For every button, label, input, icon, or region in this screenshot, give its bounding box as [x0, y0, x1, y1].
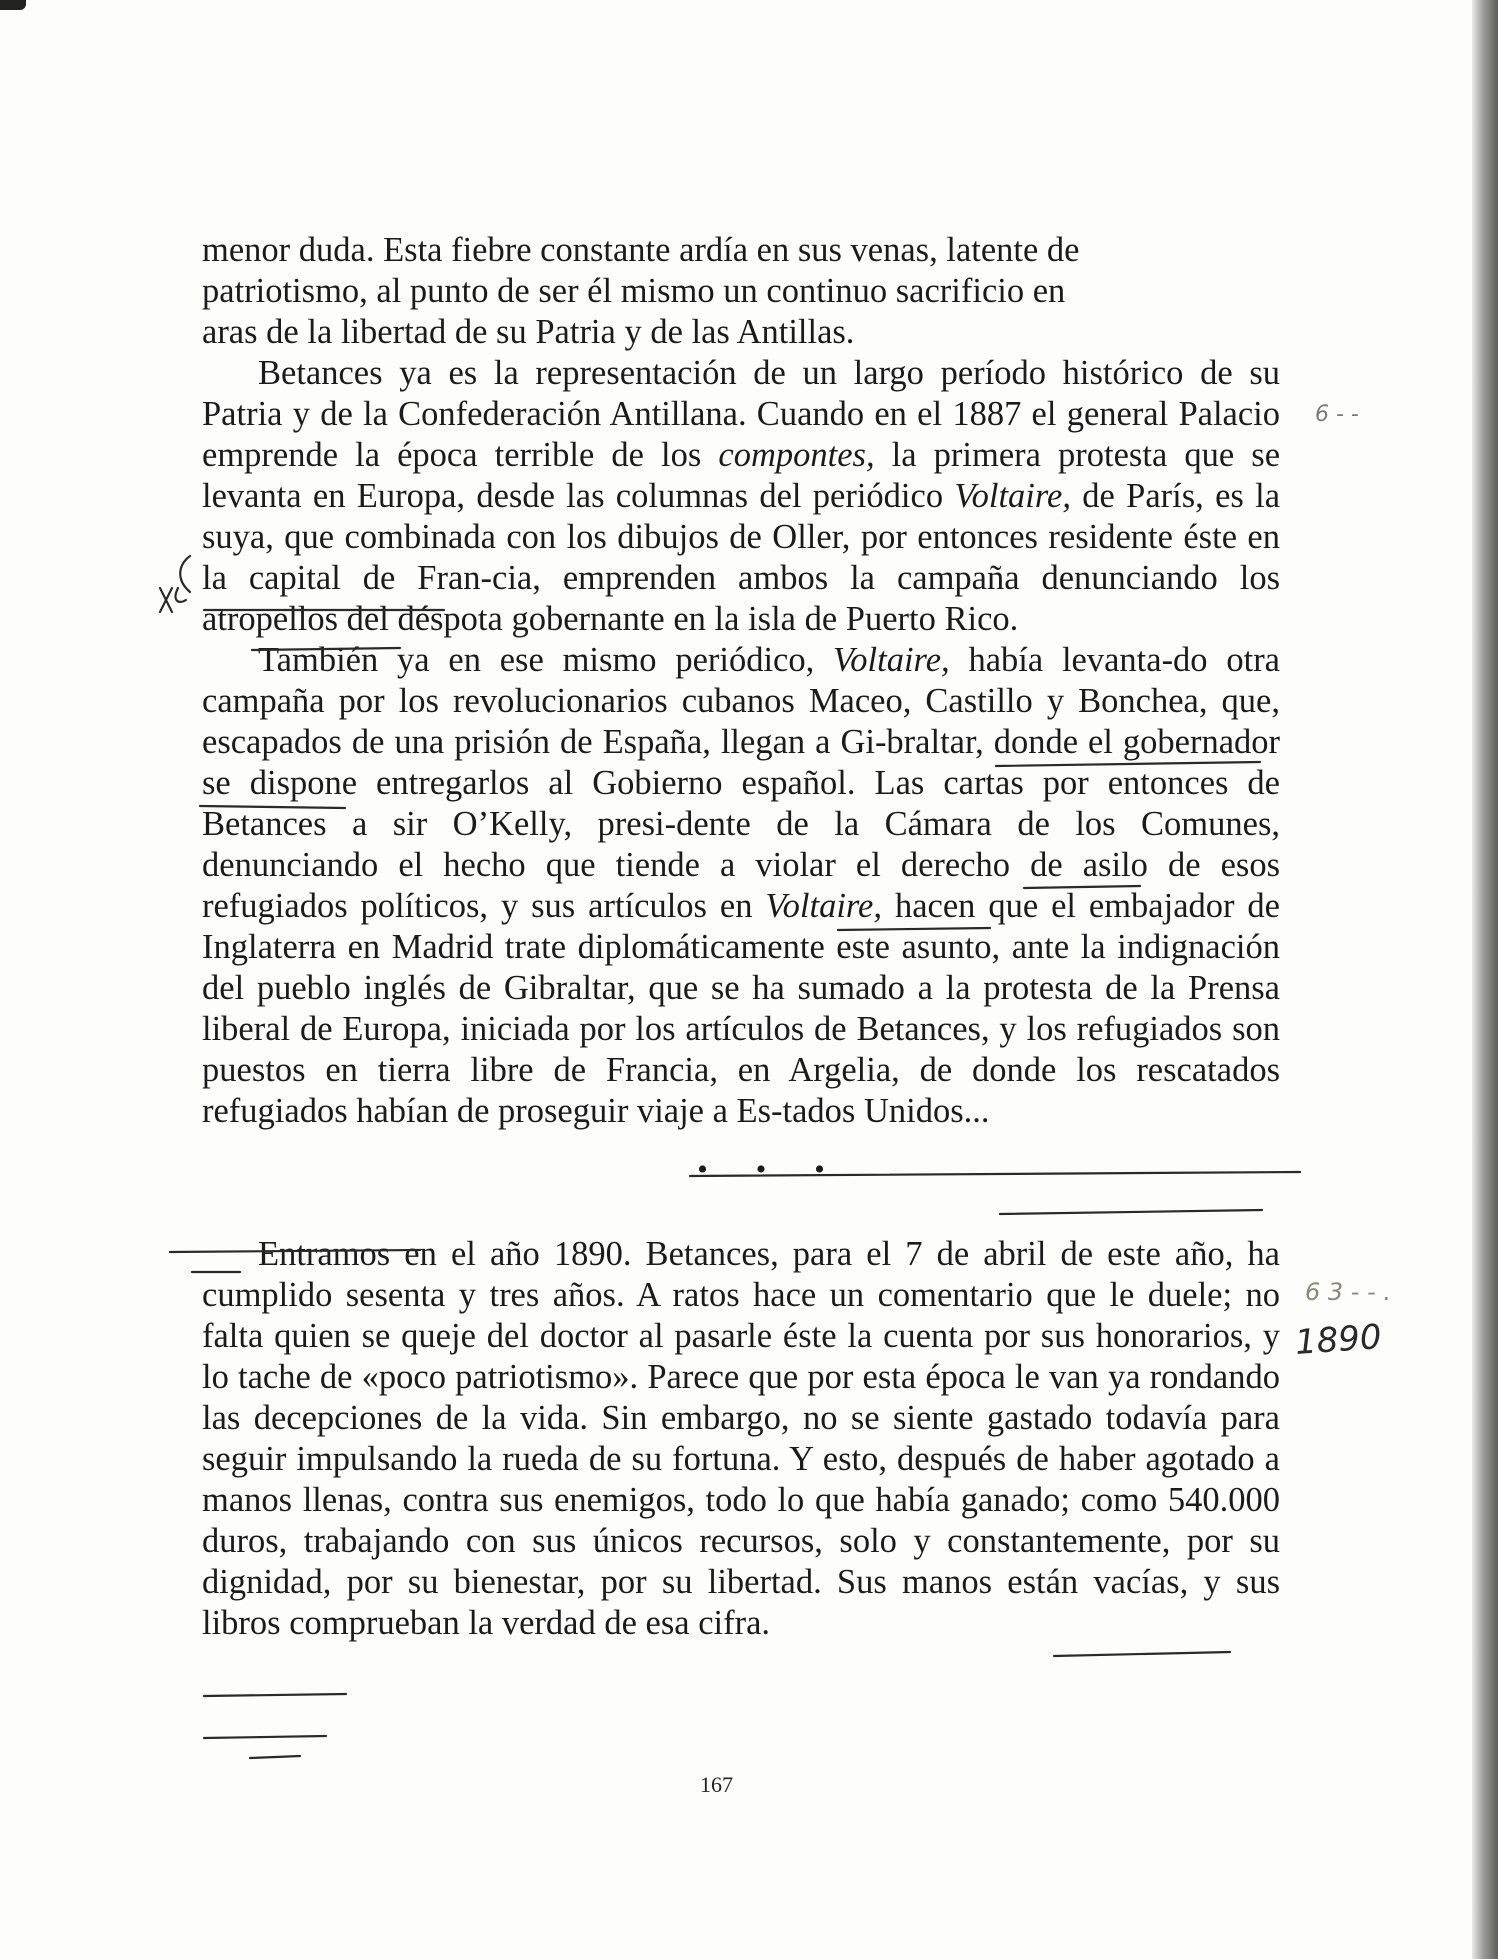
margin-note-year: 1890: [1293, 1317, 1383, 1363]
paragraph-2-text-b: la primera protesta que se levanta en Europa, desde las columnas del periódico: [202, 436, 1281, 515]
separator-dot-1: •: [697, 1152, 708, 1186]
paragraph-4-text: Entramos en el año 1890. Betances, para el 7 de abril de este año, ha cumplido sesenta y tres años. A ratos hace un comentario que le duele; no falta quien se queje del doctor al pasarle éste la cuenta por sus honorarios, y lo tache de «poco patriotismo». Parece que por esta época le van ya rondando las decepciones de la vida. Sin embargo, no se siente gastado todavía para seguir impulsando la rueda de su fortuna. Y esto, después de haber agotado a manos llenas, contra sus enemigos, todo lo que había ganado; como 540.000 duros, trabajando con sus únicos recursos, solo y constantemente, por su dignidad, por su bienestar, por su libertad. Sus manos están vacías, y sus libros comprueban la verdad de esa cifra.: [202, 1235, 1280, 1642]
section-separator: [202, 1132, 1280, 1234]
left-margin-bracket: [176, 556, 190, 602]
underline-vacias-short: [250, 1756, 300, 1758]
paragraph-2-text-c: de París, es la suya, que combinada con los dibujos de Oller, por entonces residente éste en la capital de Fran-cia, emprenden ambos la campaña denunciando los atropellos del déspota gobernante en la isla de Puerto Rico.: [202, 477, 1281, 638]
paragraph-3-text-a: También ya en ese mismo periódico,: [258, 641, 834, 679]
left-margin-x-mark: [160, 588, 172, 612]
paragraph-3: [202, 640, 1280, 1132]
paragraph-2-italic-compontes: compontes,: [718, 436, 875, 474]
page-number: 167: [700, 1772, 733, 1797]
scan-corner-mark: [0, 0, 26, 10]
paragraph-3-italic-voltaire-2: Voltaire,: [765, 887, 882, 925]
underline-540000: [1054, 1652, 1230, 1656]
margin-note-middle: 6 3 - - .: [1305, 1278, 1392, 1306]
page-edge-shadow: [1472, 0, 1498, 1959]
underline-vacias: [204, 1736, 326, 1738]
paragraph-2-italic-voltaire: Voltaire,: [954, 477, 1071, 515]
paragraph-1-line-1: menor duda. Esta fiebre constante ardía en sus venas, latente de: [202, 231, 1080, 269]
underline-por-su-dignidad: [204, 1694, 346, 1696]
separator-dot-3: •: [814, 1152, 825, 1186]
paragraph-1: [202, 230, 1280, 353]
paragraph-3-text-c: hacen que el embajador de Inglaterra en Madrid trate diplomáticamente este asunto, ante la indignación del pueblo inglés de Gibraltar, que se ha sumado a la protesta de la Prensa liberal de Europa, iniciada por los artículos de Betances, y los refugiados son puestos en tierra libre de Francia, en Argelia, de donde los rescatados refugiados habían de proseguir viaje a Es-tados Unidos...: [202, 887, 1280, 1130]
paragraph-3-italic-voltaire-1: Voltaire,: [833, 641, 950, 679]
paragraph-1-line-3: aras de la libertad de su Patria y de las Antillas.: [202, 313, 855, 351]
body-text: [202, 230, 1280, 1644]
separator-dot-2: •: [755, 1152, 767, 1186]
margin-note-top: 6 - -: [1315, 402, 1359, 427]
paragraph-1-line-2: patriotismo, al punto de ser él mismo un continuo sacrificio en: [202, 272, 1066, 310]
paragraph-2: [202, 353, 1280, 640]
paragraph-3-text-b: había levanta-do otra campaña por los revolucionarios cubanos Maceo, Castillo y Bonchea, que, escapados de una prisión de España, llegan a Gi-braltar, donde el gobernador se dispone entregarlos al Gobierno español. Las cartas por entonces de Betances a sir O’Kelly, presi-dente de la Cámara de los Comunes, denunciando el hecho que tiende a violar el derecho de asilo de esos refugiados políticos, y sus artículos en: [202, 641, 1280, 925]
paragraph-2-text-a: Betances ya es la representación de un largo período histórico de su Patria y de la Confederación Antillana. Cuando en el 1887 el general Palacio emprende la época terrible de los: [202, 354, 1280, 474]
paragraph-4: [202, 1234, 1280, 1644]
